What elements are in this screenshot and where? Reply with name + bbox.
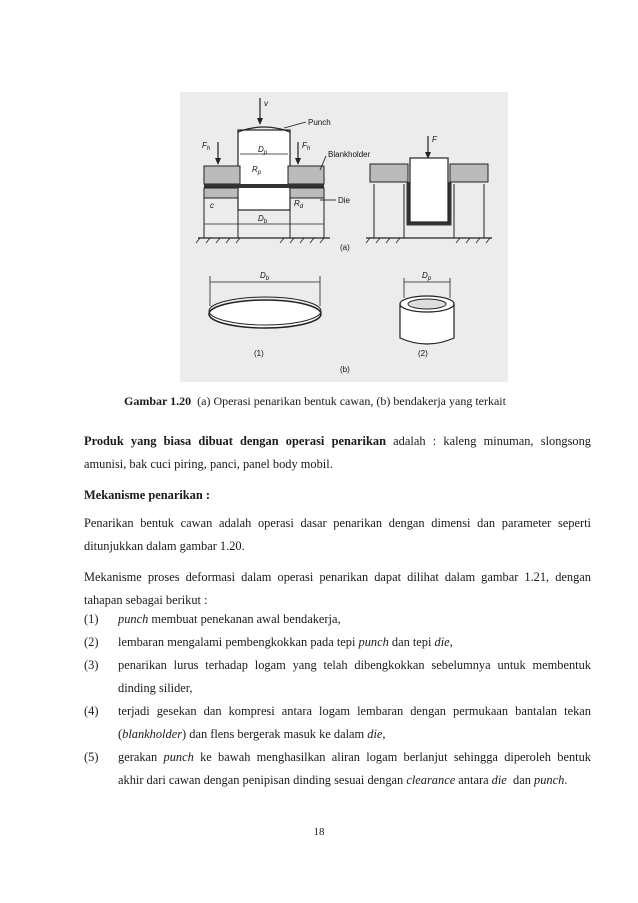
products-line2: amunisi, bak cuci piring, panci, panel body mobil. — [84, 457, 333, 471]
list-item: (5) gerakan punch ke bawah menghasilkan aliran logam berlanjut sehingga diperoleh bentuk akhir dari cawan dengan penipisan dinding sesuai dengan clearance antara die dan punch. — [84, 750, 591, 787]
label-rd: $R_d$ — [294, 199, 304, 210]
sheet-blank — [204, 184, 324, 188]
label-two: (2) — [418, 349, 428, 358]
label-db: $D_b$ — [258, 214, 268, 225]
label-fh-right: $F_h$ — [302, 141, 311, 152]
label-dp-cup: $D_p$ — [422, 271, 432, 282]
list-item: (3) penarikan lurus terhadap logam yang telah dibengkokkan sebelumnya untuk membentuk dinding silider, — [84, 658, 591, 695]
definition-line1: Penarikan bentuk cawan adalah operasi dasar penarikan dengan dimensi dan parameter seperti — [84, 516, 591, 530]
label-rp: $R_p$ — [252, 165, 262, 176]
caption-label: Gambar 1.20 — [124, 394, 192, 408]
label-v: v — [264, 99, 268, 108]
definition-line2: ditunjukkan dalam gambar 1.20. — [84, 539, 245, 553]
label-fh-left: $F_h$ — [202, 141, 211, 152]
blankholder-right — [288, 166, 324, 184]
figure-caption — [124, 394, 506, 409]
label-a: (a) — [340, 243, 350, 252]
paragraph-products — [84, 430, 591, 476]
list-item: (2) lembaran mengalami pembengkokkan pada tepi punch dan tepi die, — [84, 635, 453, 649]
products-lead: Produk yang biasa dibuat dengan operasi penarikan — [84, 434, 386, 448]
section-heading: Mekanisme penarikan : — [84, 488, 210, 502]
blankholder-left — [204, 166, 240, 184]
label-db-disc: $D_b$ — [260, 271, 270, 282]
label-die: Die — [338, 196, 351, 205]
steps-list — [84, 608, 591, 792]
blank-disc — [209, 300, 321, 328]
punch-shape — [238, 130, 290, 210]
label-punch: Punch — [308, 118, 331, 127]
deep-drawing-diagram — [180, 92, 508, 382]
list-item: (4) terjadi gesekan dan kompresi antara logam lembaran dengan permukaan bantalan tekan (blankholder) dan flens bergerak masuk ke dalam die, — [84, 704, 591, 741]
label-b: (b) — [340, 365, 350, 374]
label-blankholder: Blankholder — [328, 150, 371, 159]
list-item: (1) punch membuat penekanan awal bendakerja, — [84, 612, 341, 626]
die-left — [204, 188, 238, 198]
mechanism-line2: tahapan sebagai berikut : — [84, 593, 208, 607]
label-one: (1) — [254, 349, 264, 358]
paragraph-mechanism — [84, 566, 591, 612]
caption-text: (a) Operasi penarikan bentuk cawan, (b) bendakerja yang terkait — [197, 394, 506, 408]
label-c: c — [210, 201, 214, 210]
die-right — [290, 188, 324, 198]
label-dp: $D_p$ — [258, 145, 268, 156]
punch-right — [410, 158, 448, 222]
page-number: 18 — [313, 826, 325, 838]
paragraph-definition — [84, 512, 591, 558]
mechanism-line1: Mekanisme proses deformasi dalam operasi penarikan dapat dilihat dalam gambar 1.21, dengan — [84, 570, 591, 584]
figure-deep-drawing — [180, 92, 508, 382]
label-f: F — [432, 135, 437, 144]
products-line1: adalah : kaleng minuman, slongsong — [385, 434, 592, 448]
